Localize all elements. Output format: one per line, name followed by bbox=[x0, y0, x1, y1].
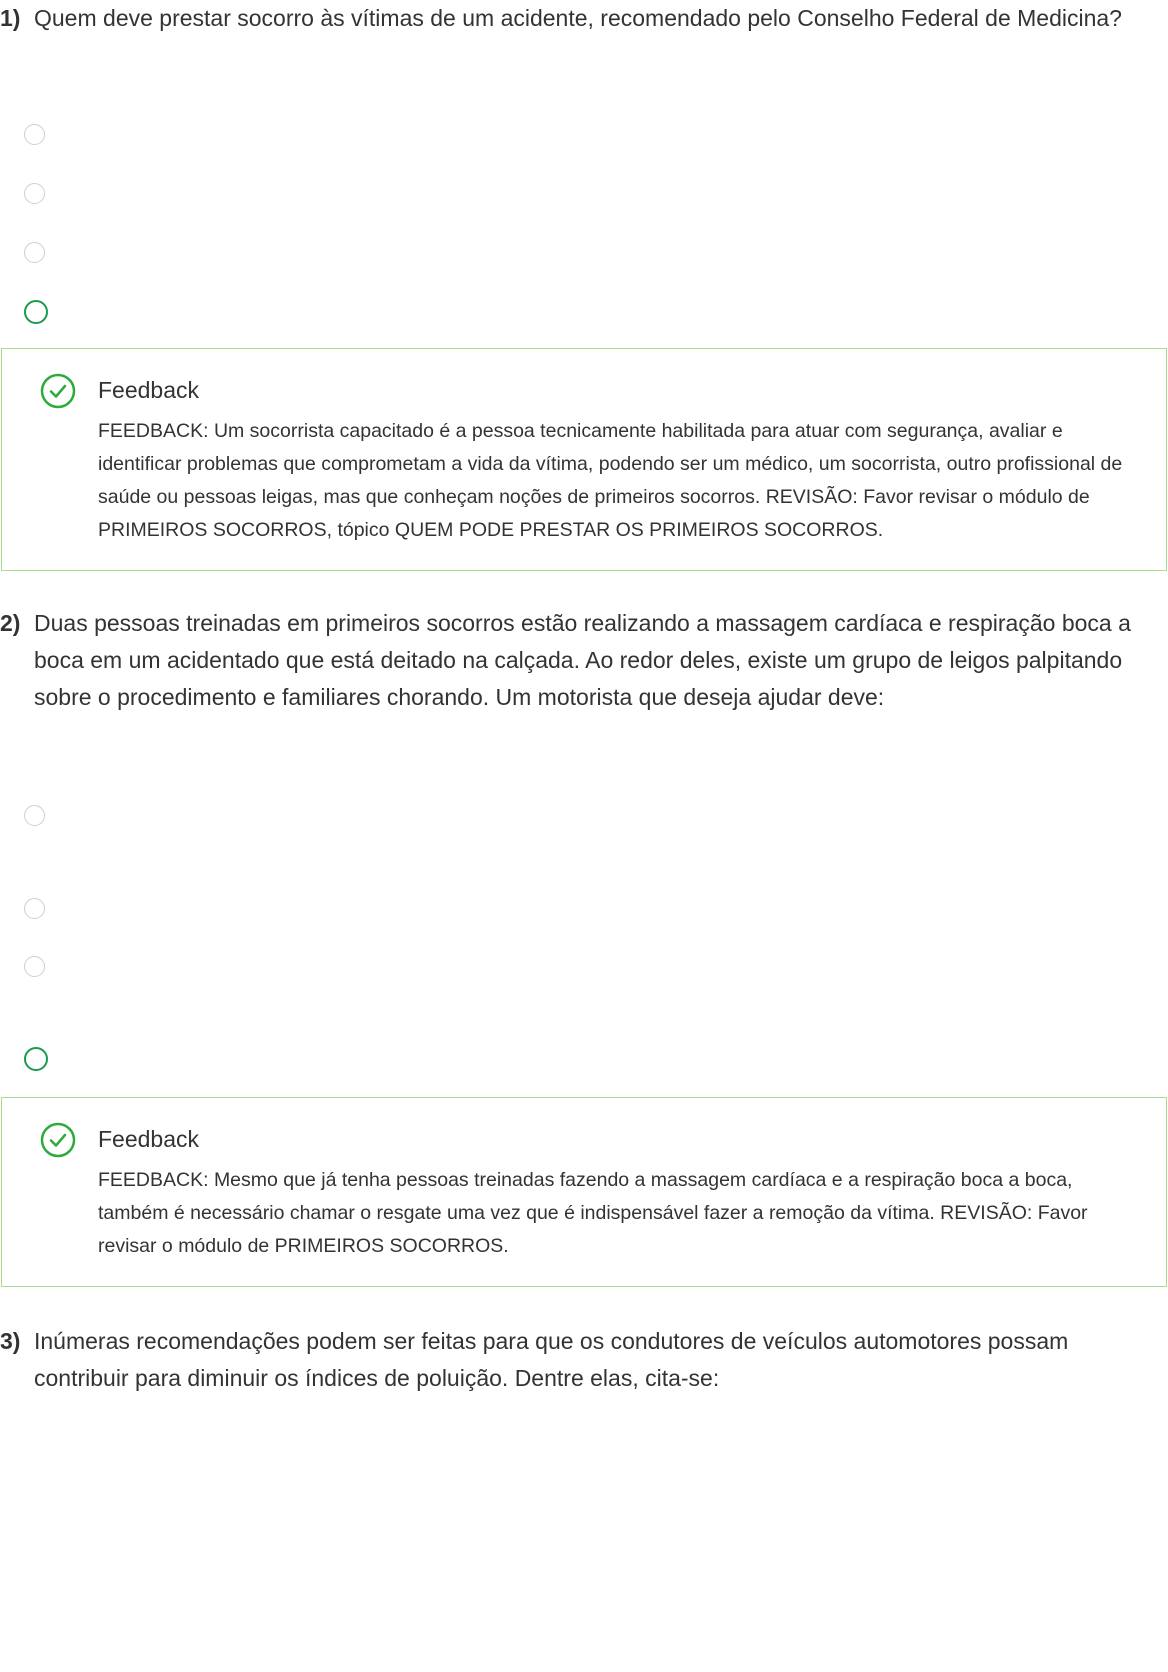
feedback-text: FEEDBACK: Um socorrista capacitado é a pessoa tecnicamente habilitada para atuar com segurança, avaliar e identificar problemas que comprometam a vida da vítima, podendo ser um médico, um socorrista, outro profissional de saúde ou pessoas leigas, mas que conheçam noções de primeiros socorros. REVISÃO: Favor revisar o módulo de PRIMEIROS SOCORROS, tópico QUEM PODE PRESTAR OS PRIMEIROS SOCORROS. bbox=[98, 420, 1123, 541]
option-radio-2c[interactable] bbox=[24, 956, 45, 977]
option-radio-1a[interactable] bbox=[24, 124, 45, 145]
question-2-header bbox=[0, 605, 1168, 716]
check-circle-icon bbox=[40, 1122, 76, 1158]
feedback-text: FEEDBACK: Mesmo que já tenha pessoas treinadas fazendo a massagem cardíaca e a respiração boca a boca, também é necessário chamar o resgate uma vez que é indispensável fazer a remoção da vítima. REVISÃO: Favor revisar o módulo de PRIMEIROS SOCORROS. bbox=[98, 1169, 1088, 1257]
check-circle-icon bbox=[40, 373, 76, 409]
feedback-box-1 bbox=[1, 348, 1167, 571]
feedback-title: Feedback bbox=[98, 377, 200, 403]
question-text: Inúmeras recomendações podem ser feitas para que os condutores de veículos automotores possam contribuir para diminuir os índices de poluição. Dentre elas, cita-se: bbox=[34, 1328, 1069, 1391]
option-radio-1d-correct[interactable] bbox=[24, 300, 48, 324]
question-3 bbox=[0, 1323, 1168, 1397]
feedback-title: Feedback bbox=[98, 1126, 200, 1152]
option-radio-2a[interactable] bbox=[24, 805, 45, 826]
question-3-header bbox=[0, 1323, 1168, 1397]
option-radio-2b[interactable] bbox=[24, 898, 45, 919]
question-text: Duas pessoas treinadas em primeiros socorros estão realizando a massagem cardíaca e respiração boca a boca em um acidentado que está deitado na calçada. Ao redor deles, existe um grupo de leigos palpitando sobre o procedimento e familiares chorando. Um motorista que deseja ajudar deve: bbox=[34, 610, 1131, 710]
feedback-box-2 bbox=[1, 1097, 1167, 1287]
question-number: 2) bbox=[0, 610, 21, 636]
question-text: Quem deve prestar socorro às vítimas de um acidente, recomendado pelo Conselho Federal de Medicina? bbox=[34, 5, 1122, 31]
option-radio-1c[interactable] bbox=[24, 242, 45, 263]
option-radio-2d-correct[interactable] bbox=[24, 1047, 48, 1071]
question-1 bbox=[0, 0, 1168, 37]
question-1-header bbox=[0, 0, 1168, 37]
option-radio-1b[interactable] bbox=[24, 183, 45, 204]
question-number: 1) bbox=[0, 5, 21, 31]
question-2 bbox=[0, 605, 1168, 716]
question-number: 3) bbox=[0, 1328, 21, 1354]
